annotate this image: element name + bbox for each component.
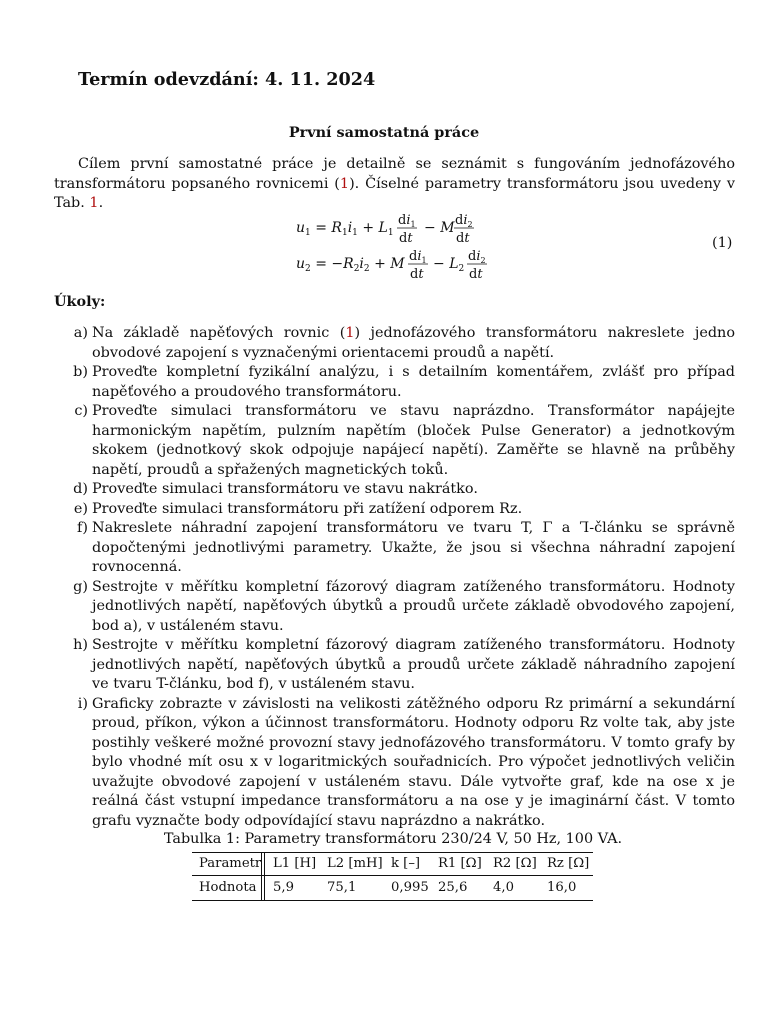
task-item-h [54, 636, 735, 695]
task-text: Proveďte simulaci transformátoru při zatížení odporem Rz. [92, 500, 523, 517]
task-item-c [54, 402, 735, 480]
task-letter: g) [73, 578, 88, 595]
svg-text:di2: $di_2$ [468, 249, 486, 265]
table-header-cell: Rz [Ω] [547, 856, 590, 871]
svg-text:dt: dt [410, 267, 424, 282]
svg-text:u2 = −R2i2 + M: $u_2 = -R_2i_2 + M$ [296, 256, 405, 274]
table-header-cell: k [–] [391, 856, 421, 871]
task-letter: b) [73, 364, 88, 380]
task-item-d [54, 480, 735, 500]
svg-text:di1: $di_1$ [409, 249, 427, 265]
document-title: První samostatná práce [288, 124, 480, 141]
task-item-a: a) Na základě napěťových rovnic (1) jednofázového transformátoru nakreslete jedno obvodové zapojení s vyznačenými orientacemi proudů a napětí. [54, 324, 735, 363]
table-rule-bottom [192, 900, 593, 901]
task-text: Sestrojte v měřítku kompletní fázorový diagram zatíženého transformátoru. Hodnoty jednotlivých napětí, napěťových úbytků a proudů určete základě obvodového zapojení, bod a), v ustáleném stavu. [92, 578, 735, 634]
task-text: Proveďte simulaci transformátoru ve stavu naprázdno. Transformátor napájejte harmonickým napětím, pulzním napětím (bloček Pulse Generator) a jednotkovým skokem (jednotkový skok odpojuje napájecí napětí). Zaměřte se hlavně na průběhy napětí, proudů a spřažených magnetických toků. [92, 403, 735, 478]
table-cell: 0,995 [391, 880, 429, 895]
table-header-cell: Parametr [199, 856, 262, 871]
equation-ref-link[interactable]: 1 [345, 325, 355, 341]
task-text: Nakreslete náhradní zapojení transformátoru ve tvaru T, Γ a Ꞁ-článku se správně dopočtenými jednotlivými parametry. Ukažte, že jsou si všechna náhradní zapojení rovnocenná. [92, 520, 735, 575]
equations-svg [0, 204, 768, 282]
task-letter: d) [73, 481, 88, 497]
task-item-b [54, 363, 735, 402]
table-caption: Tabulka 1: Parametry transformátoru 230/24 V, 50 Hz, 100 VA. [163, 831, 623, 847]
equation-number: (1) [712, 235, 733, 251]
task-letter: f) [77, 520, 88, 536]
task-item-g [54, 578, 735, 637]
table-double-divider [261, 852, 265, 900]
equation-1 [296, 213, 474, 246]
table-cell: 16,0 [547, 880, 577, 895]
tasks-heading: Úkoly: [54, 293, 106, 310]
svg-text:dt: dt [456, 231, 470, 246]
task-text: Proveďte simulaci transformátoru ve stavu nakrátko. [92, 481, 478, 497]
task-letter: h) [73, 637, 88, 653]
table-cell: Hodnota [199, 880, 257, 895]
table-cell: 4,0 [493, 880, 514, 895]
svg-text:dt: dt [399, 231, 413, 246]
task-item-e [54, 500, 735, 520]
table-cell: 25,6 [438, 880, 468, 895]
svg-text:dt: dt [469, 267, 483, 282]
task-text: Sestrojte v měřítku kompletní fázorový diagram zatíženého transformátoru. Hodnoty jednotlivých napětí, napěťových úbytků a proudů určete základě náhradního zapojení ve tvaru T-článku, bod f), v ustáleném stavu. [92, 637, 735, 692]
svg-text:− L2: − $L_2$ [433, 256, 465, 274]
table-rule-mid [192, 875, 593, 876]
deadline-heading: Termín odevzdání: 4. 11. 2024 [78, 69, 376, 90]
svg-text:di1: $di_1$ [398, 213, 416, 229]
task-letter: i) [77, 695, 88, 712]
table-rule-top [192, 852, 593, 853]
task-text: Proveďte kompletní fyzikální analýzu, i s detailním komentářem, zvlášť pro případ napěťového a proudového transformátoru. [92, 364, 735, 400]
task-letter: e) [73, 500, 88, 517]
task-list [54, 324, 735, 831]
table-cell: 5,9 [273, 880, 294, 895]
intro-paragraph: Cílem první samostatné práce je detailně se seznámit s fungováním jednofázového transformátoru popsaného rovnicemi (1). Číselné parametry transformátoru jsou uvedeny v Tab. 1. [54, 156, 736, 211]
svg-text:− M: − M [424, 220, 455, 236]
table-header-cell: R1 [Ω] [438, 856, 482, 871]
table-cell: 75,1 [327, 880, 357, 895]
table-header-cell: L2 [mH] [327, 856, 383, 871]
svg-text:u1 = R1i1 + L1: $u_1 = R_1i_1 + L_1$ [296, 220, 394, 238]
equation-block [0, 204, 768, 282]
table-header-cell: R2 [Ω] [493, 856, 537, 871]
task-item-i [54, 695, 735, 832]
task-text: Graficky zobrazte v závislosti na velikosti zátěžného odporu Rz primární a sekundární proud, příkon, výkon a účinnost transformátoru. Hodnoty odporu Rz volte tak, aby jste postihly veškeré možné provozní stavy jednofázového transformátoru. V tomto grafy by bylo vhodné mít osu x v logaritmických souřadnicích. Pro výpočet jednotlivých veličin uvažujte obvodové zapojení v ustáleném stavu. Dále vytvořte graf, kde na ose x je reálná část vstupní impedance transformátoru a na ose y je imaginární část. V tomto grafu vyznačte body odpovídající stavu naprázdno a nakrátko. [92, 695, 735, 829]
equation-2 [296, 249, 487, 282]
equation-ref-link[interactable]: 1 [339, 175, 350, 192]
task-item-f [54, 519, 735, 578]
task-letter: a) [73, 325, 88, 341]
task-letter: c) [74, 403, 88, 419]
table-header-cell: L1 [H] [273, 856, 317, 871]
table-ref-link[interactable]: 1 [89, 195, 99, 211]
svg-text:di2: $di_2$ [455, 213, 473, 229]
